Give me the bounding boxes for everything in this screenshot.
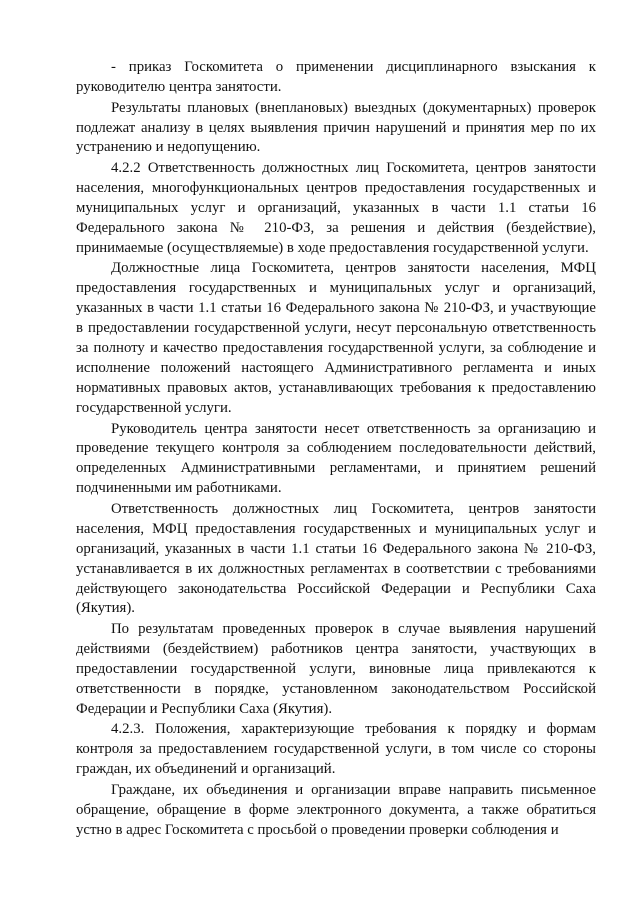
paragraph-officials-responsibility: Должностные лица Госкомитета, центров занятости населения, МФЦ предоставления государственных и муниципальных услуг и организаций, указанных в части 1.1 статьи 16 Федерального закона № 210-ФЗ, и участвующие в предоставлении государственной услуги, несут персональную ответственность за полноту и качество предоставления государственной услуги, за соблюдение и исполнение положений настоящего Административного регламента и иных нормативных правовых актов, устанавливающих требования к предоставлению государственной услуги. [76, 260, 596, 416]
paragraph-citizens-appeal: Граждане, их объединения и организации вправе направить письменное обращение, обращение в форме электронного документа, а также обратиться устно в адрес Госкомитета с просьбой о проведении проверки соблюдения и [76, 782, 596, 838]
paragraph-job-regulations: Ответственность должностных лиц Госкомитета, центров занятости населения, МФЦ предоставления государственных и муниципальных услуг и организаций, указанных в части 1.1 статьи 16 Федерального закона № 210-ФЗ, устанавливается в их должностных регламентах в соответствии с требованиями действующего законодательства Российской Федерации и Республики Саха (Якутия). [76, 500, 596, 617]
paragraph-violations-liability: По результатам проведенных проверок в случае выявления нарушений действиями (бездействием) работников центра занятости, участвующих в предоставлении государственной услуги, виновные лица привлекаются к ответственности в порядке, установленном законодательством Российской Федерации и Республики Саха (Якутия). [76, 621, 596, 717]
paragraph-4-2-3-heading: 4.2.3. Положения, характеризующие требования к порядку и формам контроля за предоставлением государственной услуги, в том числе со стороны граждан, их объединений и организаций. [76, 721, 596, 778]
document-body [76, 58, 596, 842]
paragraph-inspection-results: Результаты плановых (внеплановых) выездных (документарных) проверок подлежат анализу в целях выявления причин нарушений и принятия мер по их устранению и недопущению. [76, 99, 596, 156]
paragraph-disciplinary-order: - приказ Госкомитета о применении дисциплинарного взыскания к руководителю центра занятости. [76, 59, 596, 95]
paragraph-4-2-2-heading: 4.2.2 Ответственность должностных лиц Госкомитета, центров занятости населения, многофункциональных центров предоставления государственных и муниципальных услуг и организаций, указанных в части 1.1 статьи 16 Федерального закона № 210-ФЗ, за решения и действия (бездействие), принимаемые (осуществляемые) в ходе предоставления государственной услуги. [76, 160, 596, 256]
paragraph-center-head-responsibility: Руководитель центра занятости несет ответственность за организацию и проведение текущего контроля за соблюдением последовательности действий, определенных Административными регламентами, и принятием решений подчиненными им работниками. [76, 420, 596, 497]
